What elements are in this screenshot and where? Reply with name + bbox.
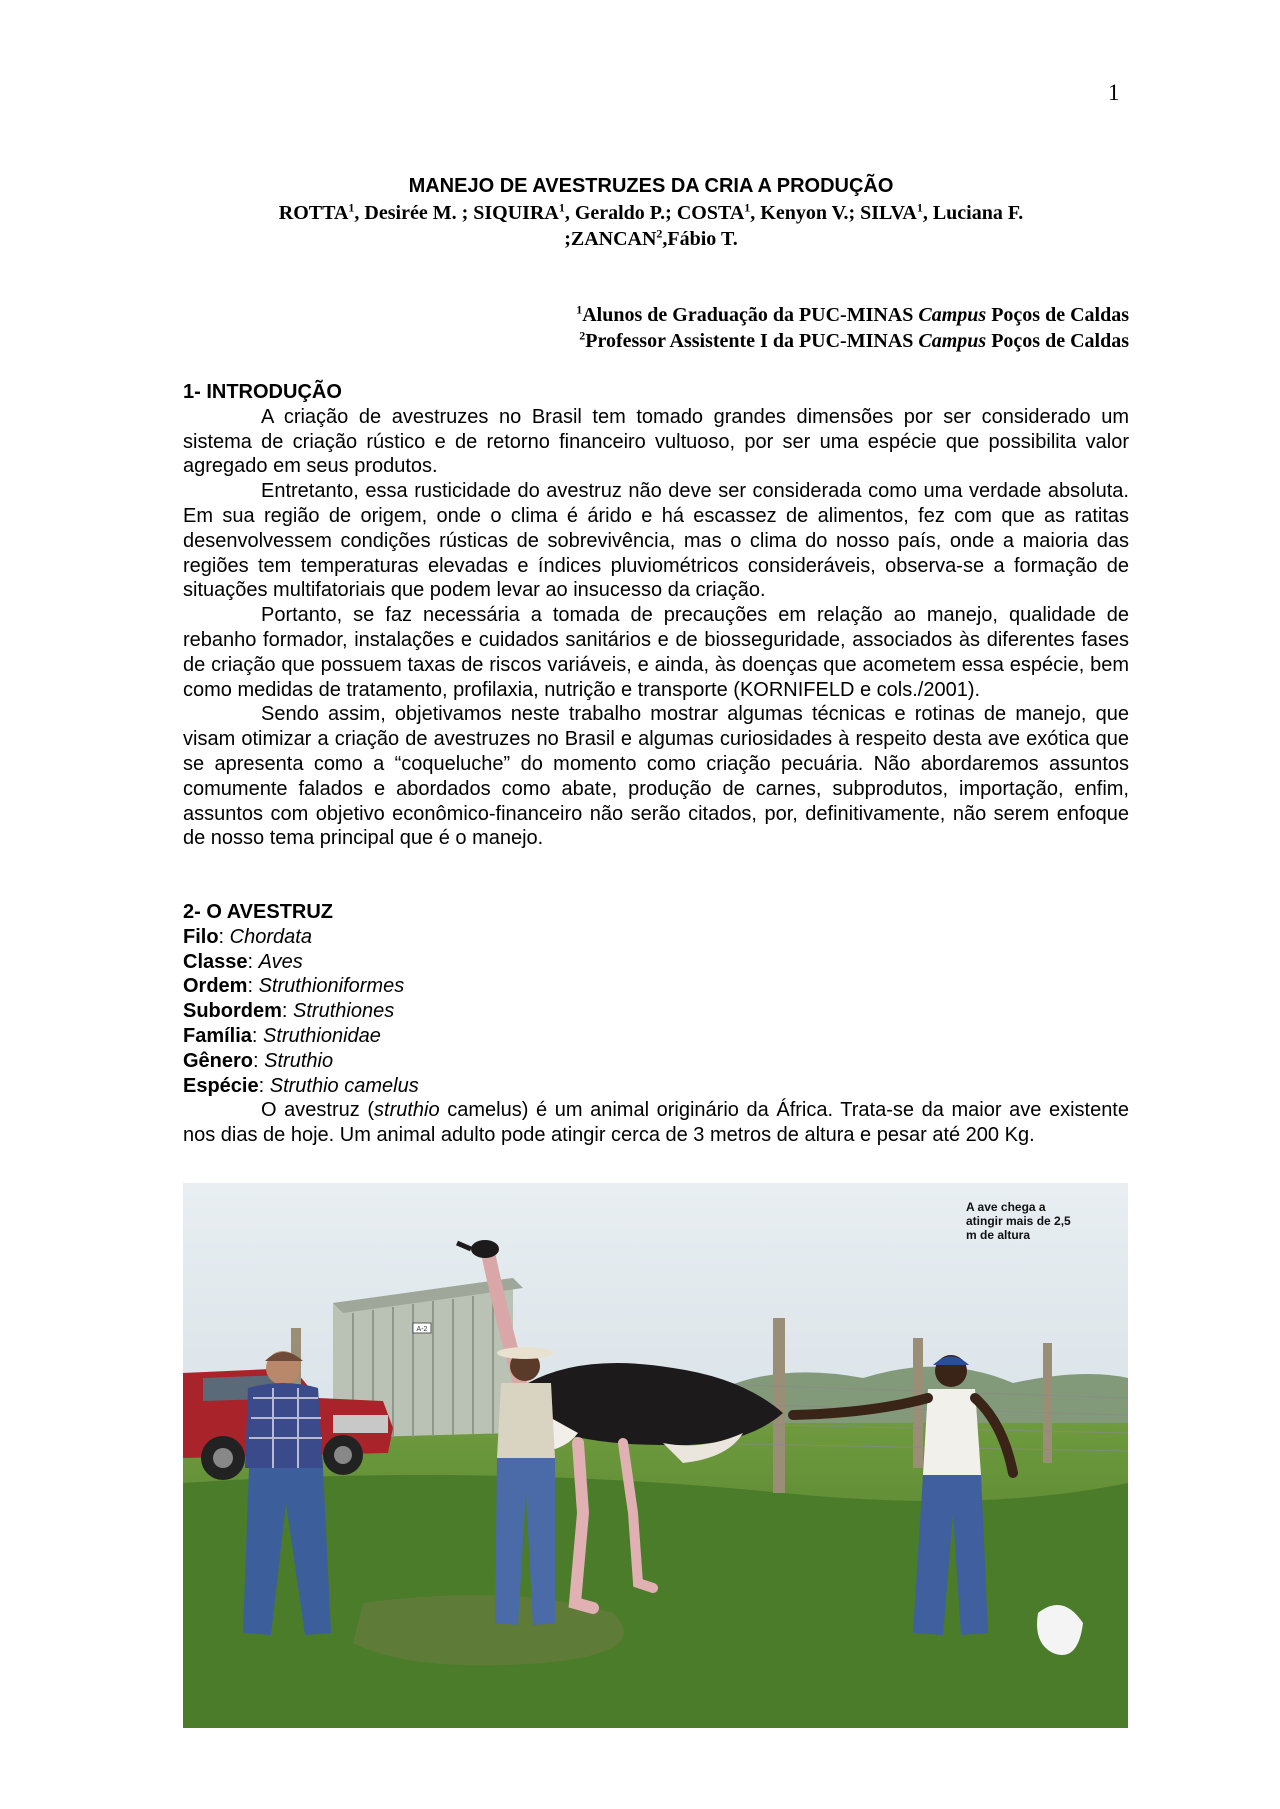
author-given-name: , Kenyon V.; bbox=[750, 202, 861, 224]
taxonomy-rank: Subordem bbox=[183, 1000, 282, 1023]
section-heading: 2- O AVESTRUZ bbox=[183, 901, 334, 923]
section-avestruz bbox=[183, 900, 1129, 1148]
taxonomy-rank: Filo bbox=[183, 925, 219, 948]
taxonomy-row: Espécie: Struthio camelus bbox=[183, 1074, 419, 1097]
taxonomy-row: Subordem: Struthiones bbox=[183, 1000, 395, 1023]
author-affiliation-mark: 2 bbox=[656, 226, 663, 241]
taxonomy-row: Família: Struthionidae bbox=[183, 1024, 381, 1047]
author-given-name: , Luciana F. bbox=[922, 202, 1024, 224]
affiliation-italic: Campus bbox=[918, 304, 987, 326]
author-given-name: , Desirée M. ; bbox=[354, 202, 474, 224]
taxonomy-value: Struthiones bbox=[293, 1000, 395, 1023]
taxonomy-rank: Família bbox=[183, 1024, 252, 1047]
taxonomy-value: Chordata bbox=[229, 925, 312, 948]
author-name: ;ZANCAN bbox=[564, 228, 657, 250]
taxonomy-row: Classe: Aves bbox=[183, 950, 303, 973]
affiliation-text: Alunos de Graduação da PUC-MINAS bbox=[582, 304, 919, 326]
taxonomy-row: Gênero: Struthio bbox=[183, 1049, 334, 1072]
author-name: SIQUIRA bbox=[473, 202, 559, 224]
author-affiliation-mark: 1 bbox=[348, 200, 355, 215]
taxonomy-value: Struthio camelus bbox=[269, 1074, 419, 1097]
author-affiliation-mark: 1 bbox=[744, 200, 751, 215]
photo-caption: A ave chega a atingir mais de 2,5 m de altura bbox=[966, 1200, 1071, 1242]
author-name: SILVA bbox=[860, 202, 917, 224]
taxonomy-row: Filo: Chordata bbox=[183, 925, 312, 948]
taxonomy-value: Struthio bbox=[264, 1049, 334, 1072]
paper-title: MANEJO DE AVESTRUZES DA CRIA A PRODUÇÃO bbox=[408, 175, 894, 197]
taxonomy-value: Aves bbox=[258, 950, 303, 973]
affiliation-mark: 2 bbox=[579, 328, 586, 343]
paragraph bbox=[183, 1098, 1129, 1148]
taxonomy-value: Struthioniformes bbox=[258, 975, 405, 998]
author-name: COSTA bbox=[676, 202, 745, 224]
paragraph-italic: struthio bbox=[374, 1099, 440, 1122]
author-name: ROTTA bbox=[278, 202, 349, 224]
taxonomy-rank: Espécie bbox=[183, 1074, 259, 1097]
author-affiliation-mark: 1 bbox=[916, 200, 923, 215]
affiliation-mark: 1 bbox=[576, 302, 583, 317]
paragraph: Sendo assim, objetivamos neste trabalho mostrar algumas técnicas e rotinas de manejo, que visam otimizar a criação de avestruzes no Brasil e algumas curiosidades à respeito desta ave exótica que se apresenta como a “coqueluche” do momento como criação pecuária. Não abordaremos assuntos comumente falados e abordados como abate, produção de carnes, subprodutos, importação, enfim, assuntos com objetivo econômico-financeiro não serão citados, por, definitivamente, não serem enfoque de nosso tema principal que é o manejo. bbox=[183, 703, 1129, 850]
ostrich-photo bbox=[183, 1183, 1128, 1728]
affiliation-text: Professor Assistente I da PUC-MINAS bbox=[585, 330, 919, 352]
affiliation-1 bbox=[576, 304, 1129, 327]
author-given-name: , Geraldo P.; bbox=[564, 202, 677, 224]
shed-sign-text: A-2 bbox=[416, 1326, 428, 1333]
author-affiliation-mark: 1 bbox=[558, 200, 565, 215]
affiliation-italic: Campus bbox=[918, 330, 987, 352]
section-heading: 1- INTRODUÇÃO bbox=[183, 381, 342, 403]
taxonomy-row: Ordem: Struthioniformes bbox=[183, 975, 405, 998]
affiliation-2 bbox=[579, 330, 1129, 353]
affiliation-text: Poços de Caldas bbox=[986, 304, 1129, 326]
taxonomy-rank: Gênero bbox=[183, 1049, 254, 1072]
author-given-name: ,Fábio T. bbox=[662, 228, 738, 250]
paragraph-text: camelus) é um animal originário da África. Trata-se da maior ave existente nos dias de hoje. Um animal adulto pode atingir cerca de 3 metros de altura e pesar até 200 Kg. bbox=[183, 1099, 1129, 1147]
paragraph: Portanto, se faz necessária a tomada de precauções em relação ao manejo, qualidade de rebanho formador, instalações e cuidados sanitários e de biosseguridade, associados às diferentes fases de criação que possuem taxas de riscos variáveis, e ainda, às doenças que acometem essa espécie, bem como medidas de tratamento, profilaxia, nutrição e transporte (KORNIFELD e cols./2001). bbox=[183, 604, 1129, 701]
taxonomy-rank: Classe bbox=[183, 950, 248, 973]
paragraph: Entretanto, essa rusticidade do avestruz não deve ser considerada como uma verdade absoluta. Em sua região de origem, onde o clima é árido e há escassez de alimentos, fez com que as ratitas desenvolvessem condições rústicas de sobrevivência, mas o clima do nosso país, onde a maioria das regiões tem temperaturas elevadas e índices pluviométricos consideráveis, observa-se a formação de situações multifatoriais que podem levar ao insucesso da criação. bbox=[183, 480, 1129, 602]
affiliation-text: Poços de Caldas bbox=[986, 330, 1129, 352]
taxonomy-value: Struthionidae bbox=[263, 1024, 381, 1047]
paragraph: A criação de avestruzes no Brasil tem tomado grandes dimensões por ser considerado um sistema de criação rústico e de retorno financeiro vultuoso, por ser uma espécie que possibilita valor agregado em seus produtos. bbox=[183, 405, 1129, 478]
paragraph-text: O avestruz ( bbox=[261, 1099, 375, 1122]
page-number: 1 bbox=[1108, 80, 1120, 105]
taxonomy-rank: Ordem bbox=[183, 975, 248, 998]
section-introduction bbox=[183, 380, 1129, 851]
author-list bbox=[0, 200, 1280, 252]
